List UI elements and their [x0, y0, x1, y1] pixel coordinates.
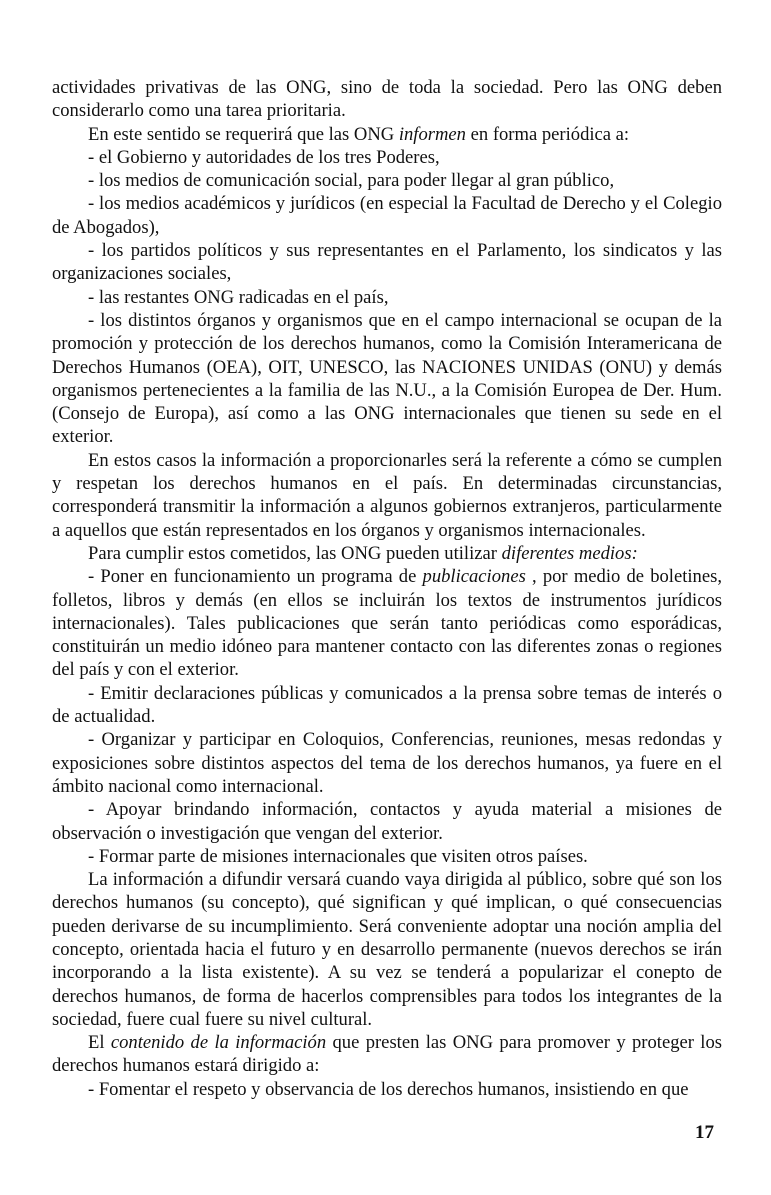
list-item: - Emitir declaraciones públicas y comunicados a la prensa sobre temas de interés o de actualidad.	[52, 682, 722, 728]
list-item: - Apoyar brindando información, contactos y ayuda material a misiones de observación o investigación que vengan del exterior.	[52, 799, 722, 844]
page-number: 17	[695, 1122, 714, 1143]
text-run: en forma periódica a:	[465, 123, 630, 145]
paragraph: actividades privativas de las ONG, sino de toda la sociedad. Pero las ONG deben considerarlo como una tarea prioritaria.	[52, 77, 722, 122]
emphasis-text: diferentes medios:	[501, 542, 638, 564]
emphasis-text: informen	[398, 123, 466, 145]
paragraph	[52, 542, 722, 565]
paragraph	[52, 123, 722, 146]
text-run: En este sentido se requerirá que las ONG	[88, 123, 399, 145]
list-item: - las restantes ONG radicadas en el país,	[88, 286, 389, 308]
text-run: El	[88, 1032, 111, 1054]
emphasis-text: publicaciones	[422, 566, 526, 588]
text-run: Para cumplir estos cometidos, las ONG pueden utilizar	[88, 542, 502, 564]
paragraph: La información a difundir versará cuando vaya dirigida al público, sobre qué son los derechos humanos (su concepto), qué significan y qué implican, o qué consecuencias pueden derivarse de su incumplimiento. Será conveniente adoptar una noción amplia del concepto, orientada hacia el futuro y en desarrollo permanente (nuevos derechos se irán incorporando a la lista existente). A su vez se tenderá a popularizar el conepto de derechos humanos, de forma de hacerlos comprensibles para todos los integrantes de la sociedad, fuere cual fuere su nivel cultural.	[52, 869, 722, 1030]
list-item: - los medios de comunicación social, para poder llegar al gran público,	[88, 170, 615, 192]
text-run: que presten las ONG para promover y proteger los derechos humanos estará dirigido a:	[52, 1032, 722, 1077]
list-item: - los medios académicos y jurídicos (en especial la Facultad de Derecho y el Colegio de Abogados),	[52, 193, 722, 238]
list-item: - los distintos órganos y organismos que en el campo internacional se ocupan de la promoción y protección de los derechos humanos, como la Comisión Interamericana de Derechos Humanos (OEA), OIT, UNESCO, las NACIONES UNIDAS (ONU) y demás organismos pertenecientes a la familia de las N.U., a la Comisión Europea de Der. Hum. (Consejo de Europa), así como a las ONG internacionales que tienen su sede en el exterior.	[52, 309, 722, 448]
paragraph	[52, 1031, 722, 1078]
page-body-text	[52, 76, 722, 1101]
list-item	[52, 565, 722, 681]
list-item: - Organizar y participar en Coloquios, Conferencias, reuniones, mesas redondas y exposiciones sobre distintos aspectos del tema de los derechos humanos, ya fuere en el ámbito nacional como internacional.	[52, 729, 722, 797]
list-item: - los partidos políticos y sus representantes en el Parlamento, los sindicatos y las organizaciones sociales,	[52, 240, 722, 285]
emphasis-text: contenido de la información	[110, 1032, 327, 1054]
list-item: - el Gobierno y autoridades de los tres Poderes,	[88, 146, 440, 168]
text-run: , por medio de boletines, folletos, libros y demás (en ellos se incluirán los textos de instrumentos jurídicos internacionales). Tales publicaciones que serán tanto periódicas como esporádicas, constituirán un medio idóneo para mantener contacto con las diferentes zonas o regiones del país y con el exterior.	[52, 566, 722, 681]
paragraph: En estos casos la información a proporcionarles será la referente a cómo se cumplen y respetan los derechos humanos en el país. En determinadas circunstancias, corresponderá transmitir la información a algunos gobiernos extranjeros, particularmente a aquellos que están representados en los órganos y organismos internacionales.	[52, 449, 722, 541]
list-item: - Formar parte de misiones internacionales que visiten otros países.	[88, 845, 588, 867]
text-run: - Poner en funcionamiento un programa de	[88, 566, 423, 588]
list-item: - Fomentar el respeto y observancia de los derechos humanos, insistiendo en que	[88, 1078, 689, 1100]
